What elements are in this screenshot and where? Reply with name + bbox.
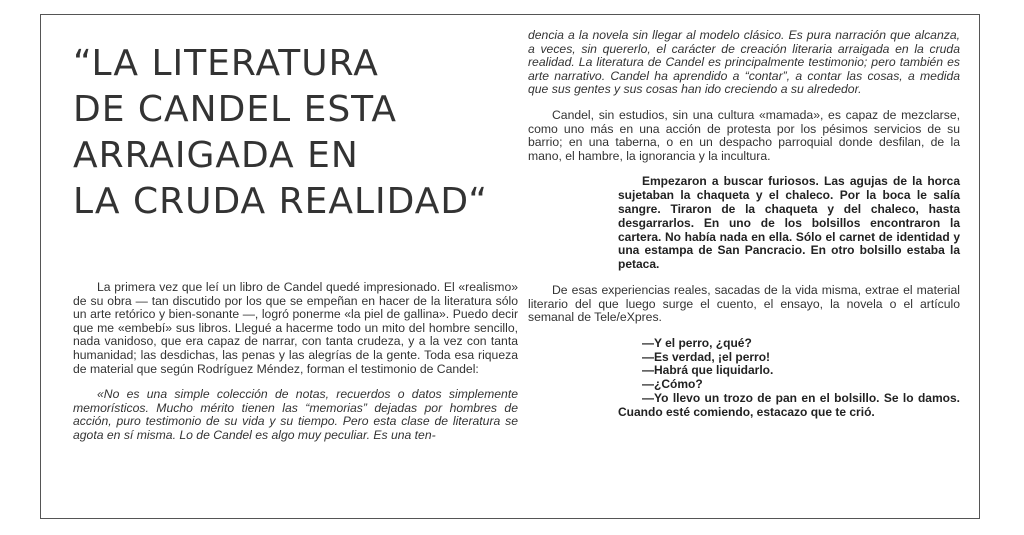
left-column: [73, 29, 518, 443]
body-paragraph: Candel, sin estudios, sin una cultura «mamada», es capaz de mezclarse, como uno más en una acción de protesta por los pésimos servicios de su barrio; en una taberna, o en un despacho parroquial donde desfilan, de la mano, el hambre, la ignorancia y la incultura.: [528, 107, 960, 163]
headline-line: ARRAIGADA EN: [73, 135, 359, 176]
body-paragraph: De esas experiencias reales, sacadas de la vida misma, extrae el material literario del que luego surge el cuento, el ensayo, la novela o el artículo semanal de Tele/eXpres.: [528, 282, 960, 325]
quoted-paragraph-continued: dencia a la novela sin llegar al modelo clásico. Es pura narración que alcanza, a veces, sin quererlo, el carácter de creación literaria arraigada en la cruda realidad. La literatura de Candel es principalmente testimonio; pero también es arte narrativo. Candel ha aprendido a “contar”, a contar las cosas, a medida que sus gentes y sus cosas han ido creciendo a su alrededor.: [528, 28, 960, 97]
dialogue-line: —Yo llevo un trozo de pan en el bolsillo. Se lo damos. Cuando esté comiendo, estacazo que te crió.: [618, 390, 960, 419]
quoted-paragraph: «No es una simple colección de notas, recuerdos o datos simplemente memorísticos. Mucho mérito tienen las “memorias” dejadas por hombres de acción, puro testimonio de su vida y su tiempo. Pero esta clase de literatura se agota en sí misma. Lo de Candel es algo muy peculiar. Es una ten-: [73, 387, 518, 442]
dialogue-line: —Habrá que liquidarlo.: [642, 363, 774, 378]
headline-line: LA CRUDA REALIDAD“: [73, 181, 488, 222]
dialogue-line: —¿Cómo?: [642, 377, 703, 392]
dialogue-line: —Y el perro, ¿qué?: [642, 335, 752, 350]
excerpt-block: Empezaron a buscar furiosos. Las agujas de la horca sujetaban la chaqueta y el chaleco. Por la boca le salía sangre. Tiraron de la chaqueta y del chaleco, hasta desgarrarlos. En uno de los bolsillos encontraron la cartera. No había nada en ella. Sólo el carnet de identidad y una estampa de San Pancracio. En otro bolsillo estaba la petaca.: [618, 174, 960, 272]
dialogue-line: —Es verdad, ¡el perro!: [642, 349, 771, 364]
right-column: [528, 29, 960, 419]
headline-line: “LA LITERATURA: [73, 43, 379, 84]
article-frame: [40, 14, 980, 519]
body-paragraph: La primera vez que leí un libro de Candel quedé impresionado. El «realismo» de su obra — tan discutido por los que se empeñan en hacer de la literatura sólo un arte retórico y bien-sonante —, logró ponerme «la piel de gallina». Puedo decir que me «embebí» sus libros. Llegué a hacerme todo un mito del hombre sencillo, nada vanidoso, que era capaz de narrar, con tanta crudeza, y a la vez con tanta humanidad; las desdichas, las penas y las alegrías de la gente. Toda esa riqueza de material que según Rodríguez Méndez, forman el testimonio de Candel:: [73, 280, 518, 376]
article-headline: [73, 41, 518, 225]
dialogue-excerpt: [618, 337, 960, 420]
headline-line: DE CANDEL ESTA: [73, 89, 397, 130]
